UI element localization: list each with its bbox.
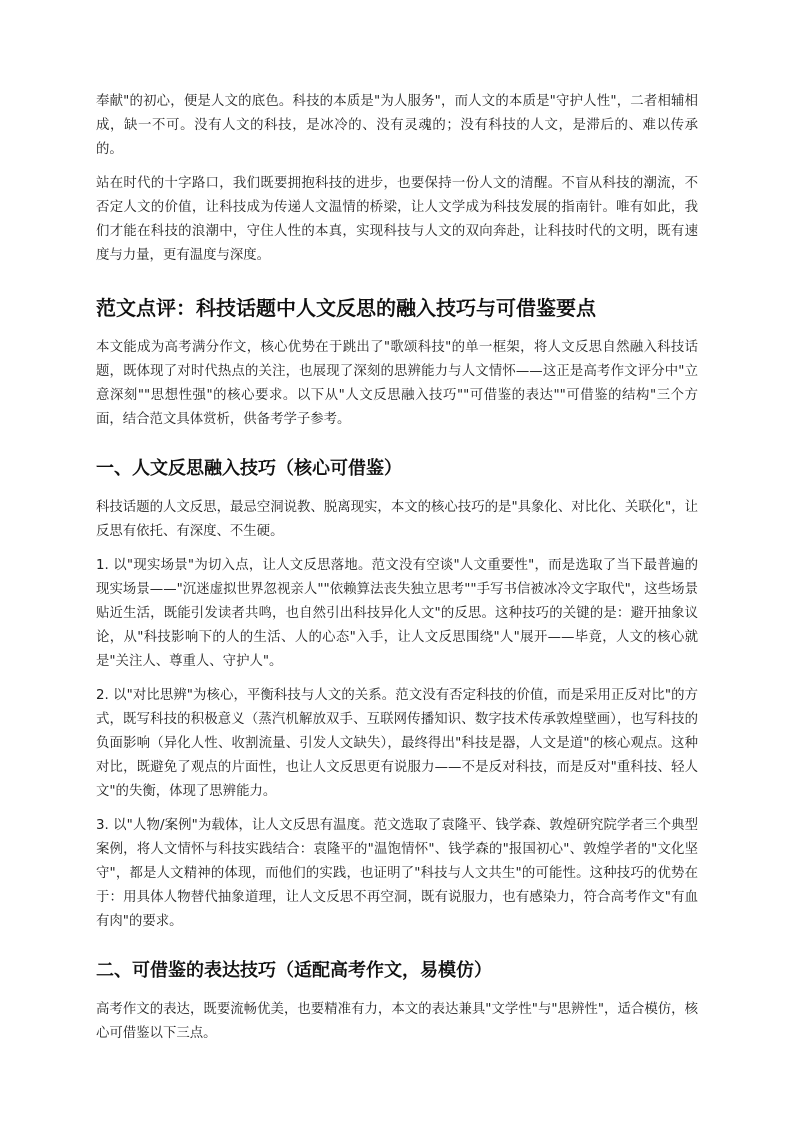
list-item: 3. 以"人物/案例"为载体，让人文反思有温度。范文选取了袁隆平、钱学森、敦煌研究院学者三个典型案例，将人文情怀与科技实践结合：袁隆平的"温饱情怀"、钱学森的"报国初心"、敦煌学者的"文化坚守"，都是人文精神的体现，而他们的实践，也证明了"科技与人文共生"的可能性。这种技巧的优势在于：用具体人物替代抽象道理，让人文反思不再空洞，既有说服力，也有感染力，符合高考作文"有血有肉"的要求。: [96, 818, 698, 929]
paragraph: 本文能成为高考满分作文，核心优势在于跳出了"歌颂科技"的单一框架，将人文反思自然融入科技话题，既体现了对时代热点的关注，也展现了深刻的思辨能力与人文情怀——这正是高考作文评分中"立意深刻""思想性强"的核心要求。以下从"人文反思融入技巧""可借鉴的表达""可借鉴的结构"三个方面，结合范文具体赏析，供备考学子参考。: [96, 340, 698, 427]
paragraph: 高考作文的表达，既要流畅优美，也要精准有力，本文的表达兼具"文学性"与"思辨性"，适合模仿，核心可借鉴以下三点。: [96, 1002, 698, 1041]
list-item: 1. 以"现实场景"为切入点，让人文反思落地。范文没有空谈"人文重要性"，而是选取了当下最普遍的现实场景——"沉迷虚拟世界忽视亲人""依赖算法丧失独立思考""手写书信被冰冷文字取代"，这些场景贴近生活，既能引发读者共鸣，也自然引出科技异化人文"的反思。这种技巧的关键的是：避开抽象议论，从"科技影响下的人的生活、人的心态"入手，让人文反思围绕"人"展开——毕竟，人文的核心就是"关注人、尊重人、守护人"。: [96, 558, 698, 669]
paragraph: 科技话题的人文反思，最忌空洞说教、脱离现实，本文的核心技巧的是"具象化、对比化、关联化"，让反思有依托、有深度、不生硬。: [96, 500, 698, 539]
section-heading: 范文点评：科技话题中人文反思的融入技巧与可借鉴要点: [96, 296, 596, 320]
subsection-heading: 一、人文反思融入技巧（核心可借鉴）: [96, 458, 402, 479]
subsection-heading: 二、可借鉴的表达技巧（适配高考作文，易模仿）: [96, 960, 492, 981]
paragraph: 奉献"的初心，便是人文的底色。科技的本质是"为人服务"，而人文的本质是"守护人性"，二者相辅相成，缺一不可。没有人文的科技，是冰冷的、没有灵魂的；没有科技的人文，是滞后的、难以传承的。: [96, 94, 698, 157]
paragraph: 站在时代的十字路口，我们既要拥抱科技的进步，也要保持一份人文的清醒。不盲从科技的潮流，不否定人文的价值，让科技成为传递人文温情的桥梁，让人文学成为科技发展的指南针。唯有如此，我们才能在科技的浪潮中，守住人性的本真，实现科技与人文的双向奔赴，让科技时代的文明，既有速度与力量，更有温度与深度。: [96, 176, 698, 263]
list-item: 2. 以"对比思辨"为核心，平衡科技与人文的关系。范文没有否定科技的价值，而是采用正反对比"的方式，既写科技的积极意义（蒸汽机解放双手、互联网传播知识、数字技术传承敦煌壁画），也写科技的负面影响（异化人性、收割流量、引发人文缺失），最终得出"科技是器，人文是道"的核心观点。这种对比，既避免了观点的片面性，也让人文反思更有说服力——不是反对科技，而是反对"重科技、轻人文"的失衡，体现了思辨能力。: [96, 688, 698, 799]
